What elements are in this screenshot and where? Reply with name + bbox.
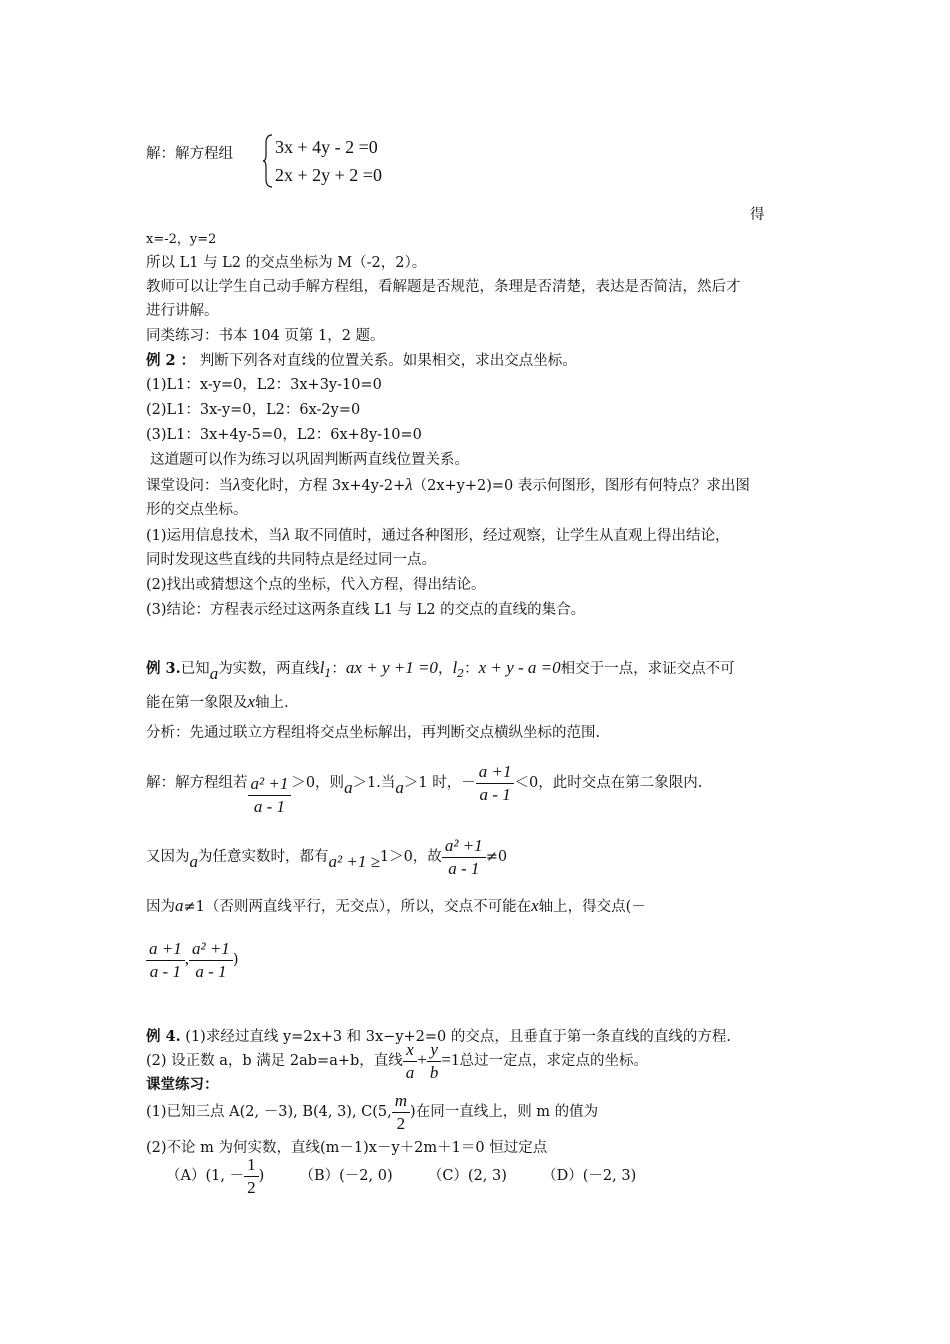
teacher-line2: 进行讲解。 bbox=[146, 303, 219, 319]
class-point1: (1)运用信息技术，当λ 取不同值时，通过各种图形，经过观察，让学生从直观上得出结论， bbox=[146, 525, 730, 544]
ex2-text: 判断下列各对直线的位置关系。如果相交，求出交点坐标。 bbox=[199, 353, 577, 369]
class-point1-cont: 同时发现这些直线的共同特点是经过同一点。 bbox=[146, 552, 436, 568]
fraction: $\frac{x}{a}$ bbox=[403, 1039, 418, 1084]
class-question-line2: 形的交点坐标。 bbox=[146, 502, 248, 518]
ex2-item: (1)L1：x-y=0，L2：3x+3y-10=0 bbox=[146, 377, 382, 393]
option-a: （A）(1, － $\frac{1}{2}$ ) bbox=[166, 1154, 265, 1197]
fraction: $\frac{a +1}{a - 1}$ bbox=[146, 938, 185, 983]
fraction: $\frac{\text{a² +1}}{a - 1}$ bbox=[248, 773, 292, 818]
fraction: $\frac{1}{2}$ bbox=[244, 1154, 259, 1199]
lambda-symbol: λ bbox=[405, 475, 413, 494]
line1-equation: ax + y +1 =0 bbox=[345, 658, 438, 677]
ex3-title: 例 3. bbox=[146, 660, 181, 677]
ex3-because: 因为a≠1（否则两直线平行，无交点），所以，交点不可能在x轴上，得交点(－ bbox=[146, 896, 646, 915]
option-c: （C）(2, 3) bbox=[427, 1168, 507, 1184]
ex3-solution: 解：解方程组若 $\frac{\text{a² +1}}{a - 1}$ ＞0，则a＞1.当a＞1 时，－ $\frac{a +1}{a - 1}$ ＜0，此时交点在第二象限内. bbox=[146, 761, 703, 816]
ex3-analysis: 分析：先通过联立方程组将交点坐标解出，再判断交点横纵坐标的范围. bbox=[146, 725, 601, 741]
ex2-line bbox=[146, 351, 577, 371]
ex3-line1: 例 3.已知a为实数，两直线$l_1$：ax + y +1 =0，$l_2$：x + y - a =0相交于一点，求证交点不可 bbox=[146, 658, 735, 683]
system-brace bbox=[262, 133, 274, 193]
teacher-line1: 教师可以让学生自己动手解方程组，看解题是否规范，条理是否清楚，表达是否简洁，然后才 bbox=[146, 279, 741, 295]
class-point2: (2)找出或猜想这个点的坐标，代入方程，得出结论。 bbox=[146, 577, 486, 593]
fraction: $\frac{m}{2}$ bbox=[392, 1090, 410, 1135]
ex4-title: 例 4. bbox=[146, 1028, 181, 1045]
fraction: $\frac{y}{b}$ bbox=[427, 1039, 442, 1084]
class-point3: (3)结论：方程表示经过这两条直线 L1 与 L2 的交点的直线的集合。 bbox=[146, 602, 586, 618]
system-eq2: 2x + 2y + 2 =0 bbox=[275, 165, 382, 185]
class-question-line1: 课堂设问：当λ变化时，方程 3x+4y-2+λ（2x+y+2)=0 表示何图形，图形有何特点？求出图 bbox=[146, 475, 750, 494]
intersection-text: 所以 L1 与 L2 的交点坐标为 M（-2，2）。 bbox=[146, 255, 427, 271]
de-word: 得 bbox=[750, 207, 765, 223]
ex4-q1: 例 4. (1)求经过直线 y=2x+3 和 3x−y+2=0 的交点，且垂直于第一条直线的直线的方程. bbox=[146, 1028, 731, 1045]
left-brace-icon bbox=[262, 133, 274, 189]
line2-equation: x + y - a =0 bbox=[478, 658, 561, 677]
ex3-again: 又因为a为任意实数时，都有a² +1 ≥1＞0，故 $\frac{\text{a² +1}}{a - 1}$ ≠0 bbox=[146, 835, 508, 878]
ex4-q2: (2) 设正数 a，b 满足 2ab=a+b，直线 $\frac{x}{a}$ + $\frac{y}{b}$ =1总过一定点，求定点的坐标。 bbox=[146, 1039, 648, 1082]
system-eq1: 3x + 4y - 2 =0 bbox=[275, 137, 378, 157]
practice-q2: (2)不论 m 为何实数，直线(m－1)x－y＋2m＋1＝0 恒过定点 bbox=[146, 1140, 548, 1156]
ex2-item: (2)L1：3x-y=0，L2：6x-2y=0 bbox=[146, 402, 361, 418]
option-d: （D）(－2, 3) bbox=[542, 1168, 637, 1184]
ex2-item: (3)L1：3x+4y-5=0，L2：6x+8y-10=0 bbox=[146, 427, 422, 443]
practice-similar: 同类练习：书本 104 页第 1，2 题。 bbox=[146, 328, 385, 344]
practice-options bbox=[166, 1152, 636, 1200]
lambda-symbol: λ bbox=[282, 525, 290, 544]
fraction: $\frac{\text{a² +1}}{a - 1}$ bbox=[189, 938, 233, 983]
lambda-symbol: λ bbox=[233, 475, 241, 494]
ex3-point: $\frac{a +1}{a - 1}$ , $\frac{\text{a² +1}}{a - 1}$ ) bbox=[146, 935, 238, 984]
result-xy: x=-2，y=2 bbox=[146, 232, 217, 247]
fraction: $\frac{a +1}{a - 1}$ bbox=[476, 761, 515, 806]
fraction: $\frac{\text{a² +1}}{a - 1}$ bbox=[442, 835, 486, 880]
ex3-line2: 能在第一象限及x轴上. bbox=[146, 692, 289, 711]
practice-title: 课堂练习： bbox=[146, 1076, 219, 1093]
option-b: （B）(－2, 0) bbox=[299, 1168, 393, 1184]
ex2-note: 这道题可以作为练习以巩固判断两直线位置关系。 bbox=[150, 452, 469, 468]
practice-q1: (1)已知三点 A(2, －3), B(4, 3), C(5, $\frac{m}{2}$ )在同一直线上，则 m 的值为 bbox=[146, 1090, 599, 1133]
ex2-title: 例 2 ： bbox=[146, 352, 196, 369]
solve-label: 解：解方程组 bbox=[146, 146, 233, 162]
